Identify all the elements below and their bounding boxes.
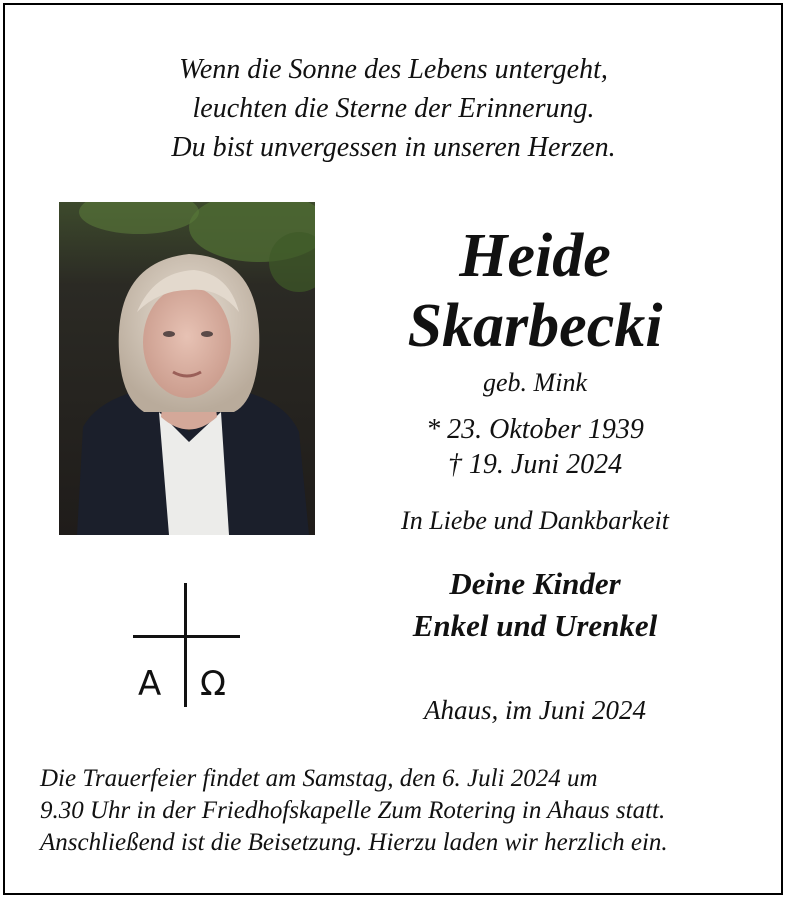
memorial-quote [0,50,787,167]
quote-line: Wenn die Sonne des Lebens untergeht, [179,54,608,85]
cross-horizontal-bar [133,635,240,638]
deceased-first-name: Heide [459,222,611,290]
ceremony-line: 9.30 Uhr in der Friedhofskapelle Zum Rotering in Ahaus statt. [40,797,666,824]
quote-line: Du bist unvergessen in unseren Herzen. [171,132,616,163]
family-line: Deine Kinder [449,566,621,601]
alpha-glyph: A [138,664,162,704]
family-line: Enkel und Urenkel [412,608,658,643]
cross-alpha-omega-icon [128,583,246,707]
deceased-last-name: Skarbecki [407,292,663,360]
place-date: Ahaus, im Juni 2024 [424,695,646,725]
ceremony-info [40,763,770,859]
ceremony-line: Anschließend ist die Beisetzung. Hierzu laden wir herzlich ein. [40,829,668,856]
ceremony-line: Die Trauerfeier findet am Samstag, den 6. Juli 2024 um [40,765,598,792]
omega-glyph: Ω [200,664,226,704]
portrait-photo [59,202,315,535]
quote-line: leuchten die Sterne der Erinnerung. [192,93,595,124]
maiden-name: geb. Mink [483,368,587,397]
death-date: † 19. Juni 2024 [447,449,623,480]
cross-vertical-bar [184,583,187,707]
closing-line: In Liebe und Dankbarkeit [401,506,669,535]
birth-date: * 23. Oktober 1939 [426,414,644,445]
